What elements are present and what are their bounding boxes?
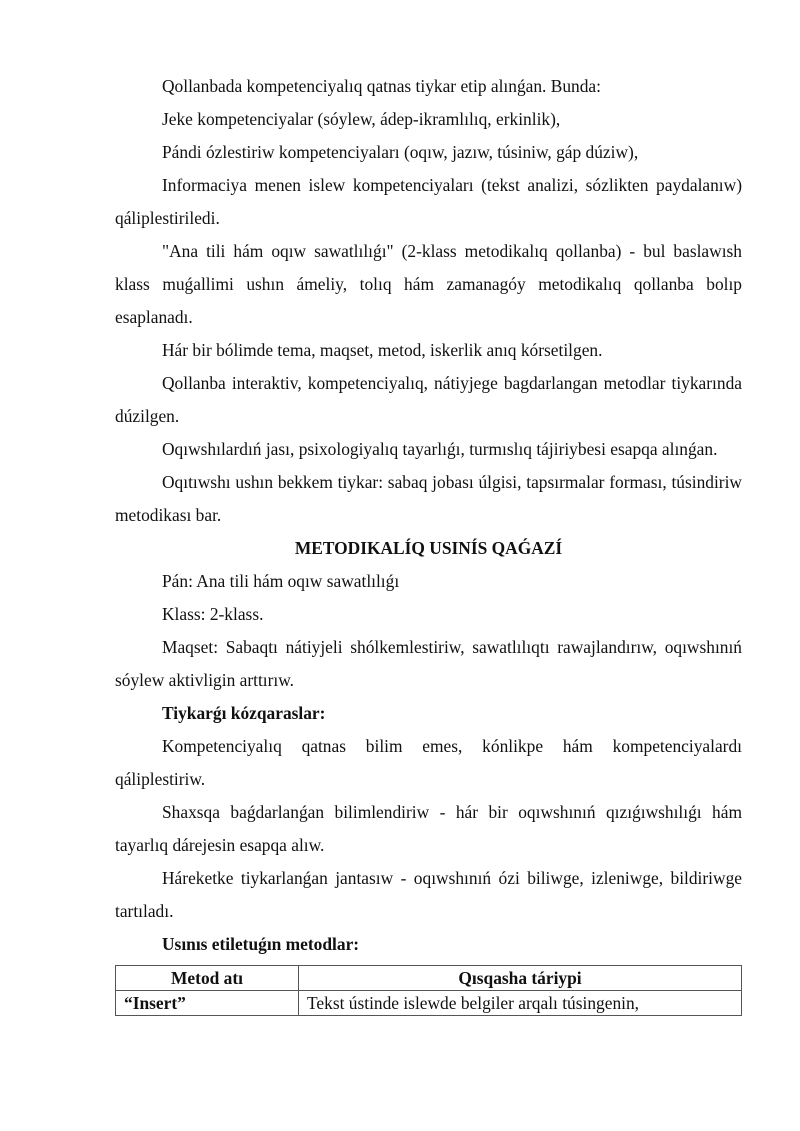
grade-line: Klass: 2-klass. [162, 604, 264, 624]
paragraph: Jeke kompetenciyalar (sóylew, ádep-ikramlılıq, erkinlik), [162, 109, 561, 129]
paragraph: Pándi ózlestiriw kompetenciyaları (oqıw, jazıw, túsiniw, gáp dúziw), [162, 142, 639, 162]
table-row [116, 991, 742, 1016]
column-header-description: Qısqasha táriypi [299, 966, 742, 991]
column-header-method: Metod atı [116, 966, 299, 991]
methods-table [115, 965, 742, 1016]
paragraph: Oqıtıwshı ushın bekkem tiykar: sabaq jobası úlgisi, tapsırmalar forması, túsindiriw metodikası bar. [115, 472, 742, 525]
table-header-row [116, 966, 742, 991]
goal-line: Maqset: Sabaqtı nátiyjeli shólkemlestiriw, sawatlılıqtı rawajlandırıw, oqıwshınıń sóylew aktivligin arttırıw. [115, 637, 742, 690]
paragraph: Hár bir bólimde tema, maqset, metod, iskerlik anıq kórsetilgen. [162, 340, 603, 360]
document-page [115, 70, 742, 1016]
paragraph: Informaciya menen islew kompetenciyaları (tekst analizi, sózlikten paydalanıw) qáliplestiriledi. [115, 175, 742, 228]
principle-item: Háreketke tiykarlanǵan jantasıw - oqıwshınıń ózi biliwge, izleniwge, bildiriwge tartıladı. [115, 868, 742, 921]
method-description-cell: Tekst ústinde islewde belgiler arqalı túsingenin, [299, 991, 742, 1016]
paragraph: Oqıwshılardıń jası, psixologiyalıq tayarlıǵı, turmıslıq tájiriybesi esapqa alınǵan. [162, 439, 718, 459]
principle-item: Shaxsqa baǵdarlanǵan bilimlendiriw - hár bir oqıwshınıń qızıǵıwshılıǵı hám tayarlıq dárejesin esapqa alıw. [115, 802, 742, 855]
paragraph: Qollanbada kompetenciyalıq qatnas tiykar etip alınǵan. Bunda: [162, 76, 601, 96]
subject-line: Pán: Ana tili hám oqıw sawatlılıǵı [162, 571, 400, 591]
principles-title: Tiykarǵı kózqaraslar: [162, 703, 326, 723]
principle-item: Kompetenciyalıq qatnas bilim emes, kónlikpe hám kompetenciyalardı qáliplestiriw. [115, 736, 742, 789]
paragraph: Qollanba interaktiv, kompetenciyalıq, nátiyjege bagdarlangan metodlar tiykarında dúzilgen. [115, 373, 742, 426]
method-name-cell: “Insert” [116, 991, 299, 1016]
methods-title: Usınıs etiletuǵın metodlar: [162, 934, 360, 954]
section-heading: METODIKALÍQ USINÍS QAǴAZÍ [294, 538, 563, 558]
paragraph: "Ana tili hám oqıw sawatlılıǵı" (2-klass metodikalıq qollanba) - bul baslawısh klass muǵallimi ushın ámeliy, tolıq hám zamanagóy metodikalıq qollanba bolıp esaplanadı. [115, 241, 742, 327]
